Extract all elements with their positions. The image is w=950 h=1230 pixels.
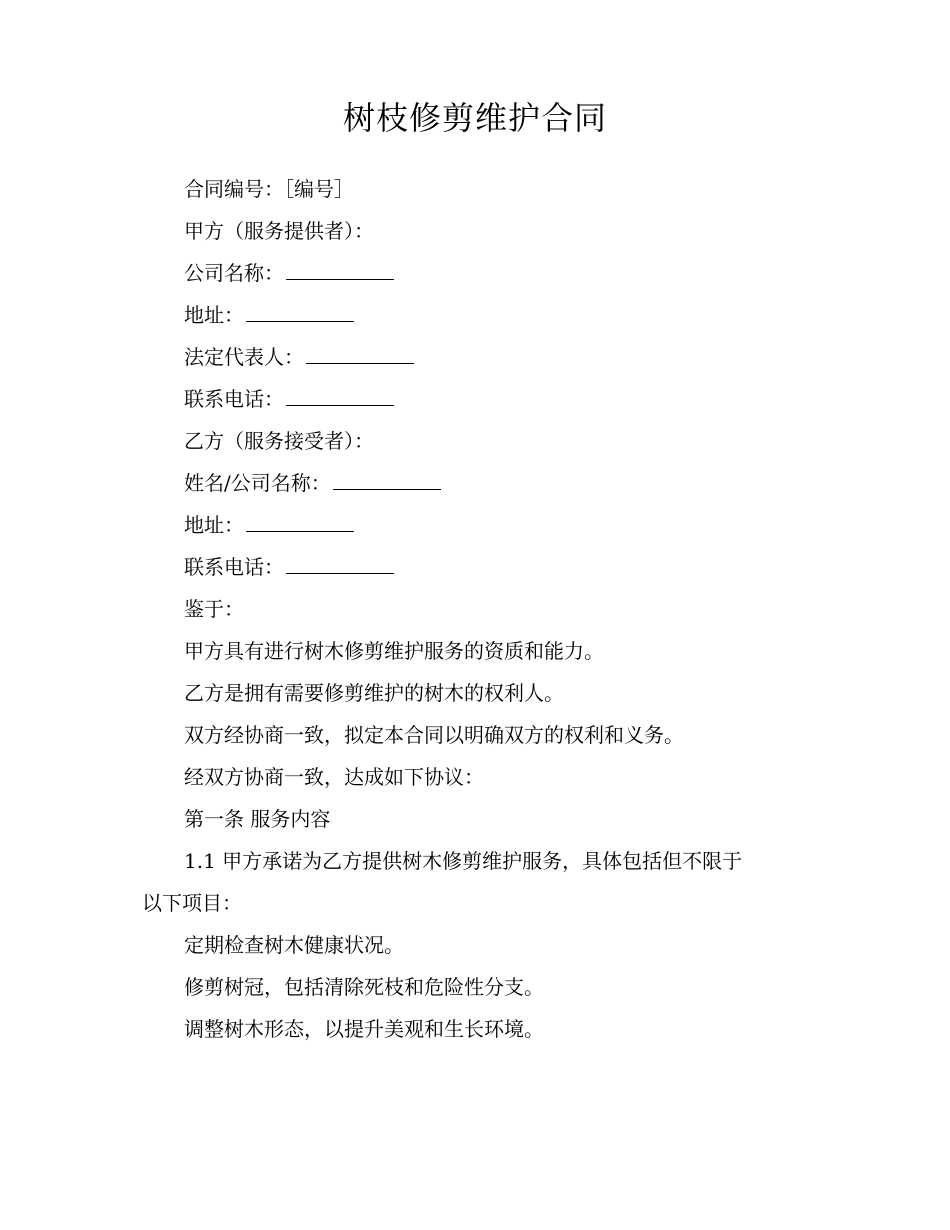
line-text: 调整树木形态，以提升美观和生长环境。 bbox=[184, 1017, 544, 1041]
document-line bbox=[142, 168, 808, 210]
fill-in-blank bbox=[286, 572, 394, 574]
line-text: 鉴于： bbox=[184, 597, 244, 621]
document-line bbox=[142, 294, 808, 336]
document-line bbox=[142, 420, 808, 462]
fill-in-blank bbox=[286, 278, 394, 280]
document-line bbox=[142, 756, 808, 798]
document-line bbox=[142, 966, 808, 1008]
fill-in-blank bbox=[246, 320, 354, 322]
line-text: 甲方（服务提供者）： bbox=[184, 219, 374, 243]
document-line bbox=[142, 1008, 808, 1050]
line-text: 公司名称： bbox=[184, 261, 284, 285]
line-text: 乙方（服务接受者）： bbox=[184, 429, 374, 453]
document-line bbox=[142, 672, 808, 714]
line-text: 经双方协商一致，达成如下协议： bbox=[184, 765, 484, 789]
document-line bbox=[142, 210, 808, 252]
line-text: 联系电话： bbox=[184, 555, 284, 579]
fill-in-blank bbox=[306, 362, 414, 364]
document-title: 树枝修剪维护合同 bbox=[342, 99, 607, 137]
line-text: 乙方是拥有需要修剪维护的树木的权利人。 bbox=[184, 681, 564, 705]
document-line bbox=[142, 714, 808, 756]
document-line bbox=[142, 798, 808, 840]
line-text: 第一条 服务内容 bbox=[184, 807, 331, 831]
line-text: 联系电话： bbox=[184, 387, 284, 411]
document-line bbox=[142, 840, 808, 882]
document-line bbox=[142, 378, 808, 420]
document-line bbox=[142, 462, 808, 504]
document-body bbox=[142, 168, 808, 1050]
document-line bbox=[142, 504, 808, 546]
document-line bbox=[142, 336, 808, 378]
line-text: 双方经协商一致，拟定本合同以明确双方的权利和义务。 bbox=[184, 723, 684, 747]
line-text: 地址： bbox=[184, 513, 244, 537]
fill-in-blank bbox=[286, 404, 394, 406]
line-text: 地址： bbox=[184, 303, 244, 327]
document-line bbox=[142, 630, 808, 672]
line-text: 定期检查树木健康状况。 bbox=[184, 933, 404, 957]
line-text: 1.1 甲方承诺为乙方提供树木修剪维护服务，具体包括但不限于 bbox=[184, 849, 743, 873]
line-text: 修剪树冠，包括清除死枝和危险性分支。 bbox=[184, 975, 544, 999]
document-line bbox=[142, 924, 808, 966]
line-text: 甲方具有进行树木修剪维护服务的资质和能力。 bbox=[184, 639, 604, 663]
line-text: 法定代表人： bbox=[184, 345, 304, 369]
document-line bbox=[142, 588, 808, 630]
document-line bbox=[142, 546, 808, 588]
fill-in-blank bbox=[333, 488, 441, 490]
document-line bbox=[142, 252, 808, 294]
document-line bbox=[142, 882, 808, 924]
fill-in-blank bbox=[246, 530, 354, 532]
line-text: 合同编号：［编号］ bbox=[184, 177, 354, 201]
line-text: 姓名/公司名称： bbox=[184, 471, 331, 495]
line-text: 以下项目： bbox=[142, 891, 242, 915]
